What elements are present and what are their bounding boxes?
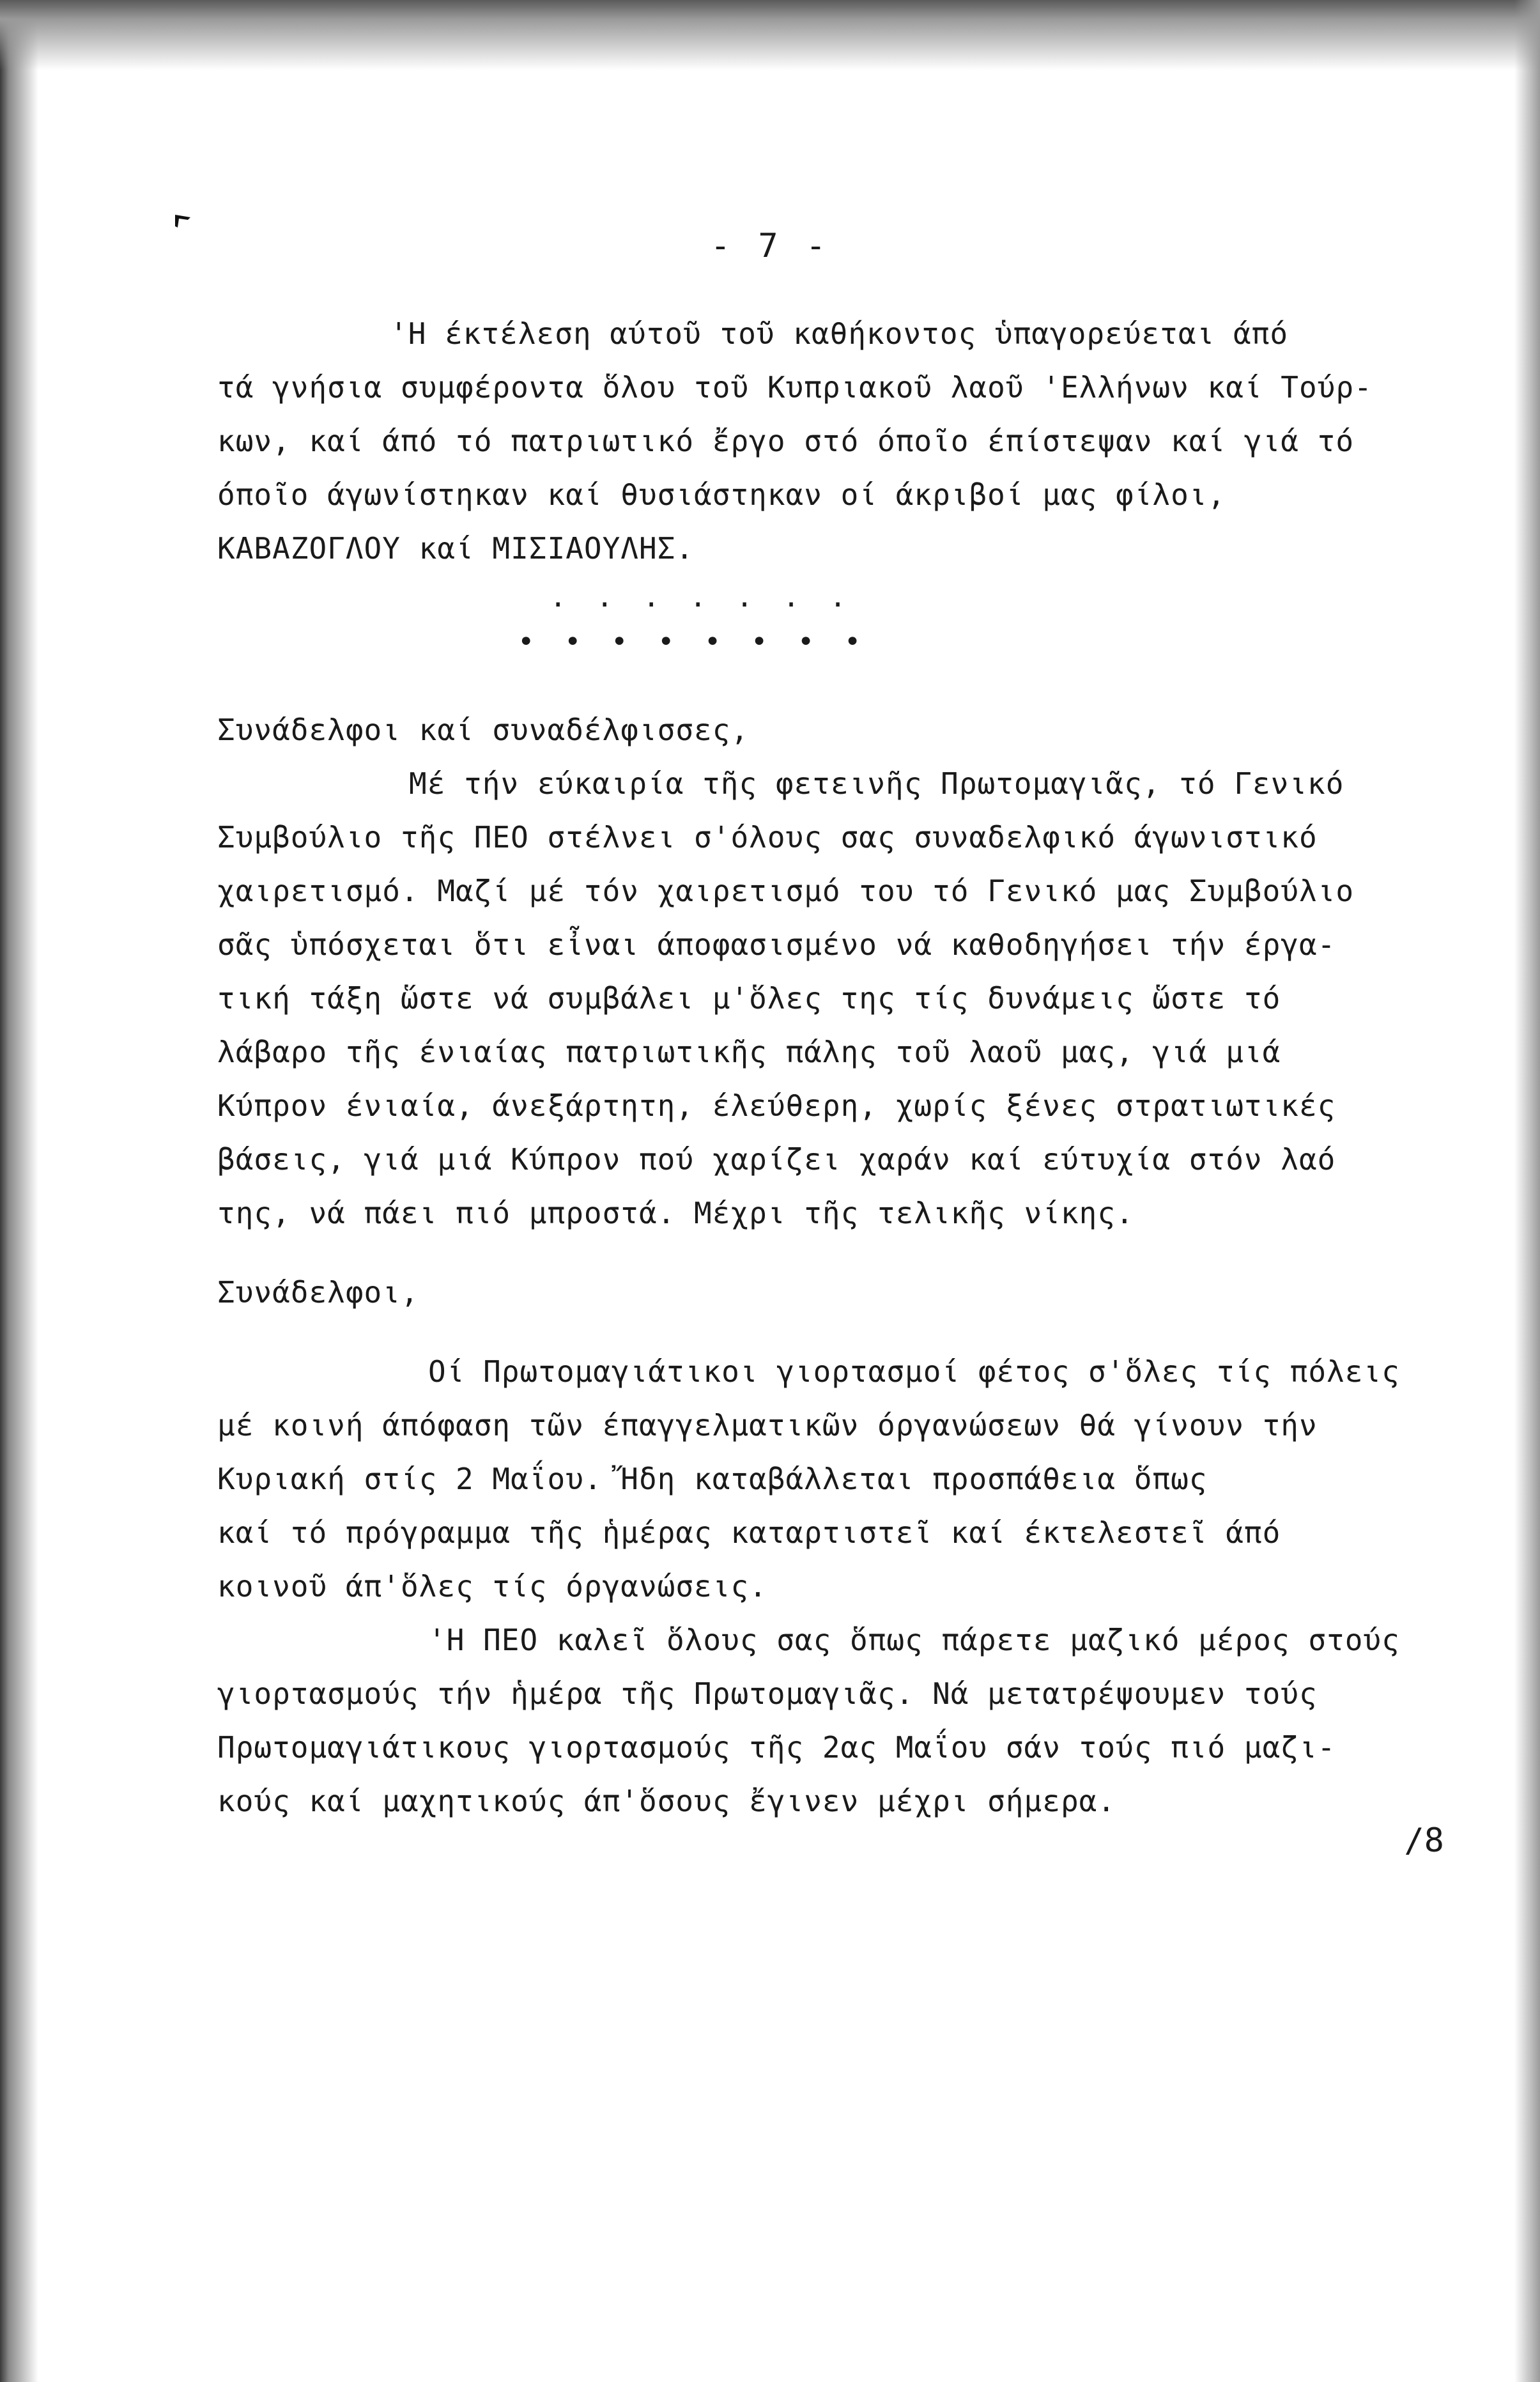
salutation: Συνάδελφοι καί συναδέλφισσες, [217, 713, 750, 747]
text-line: 'Η έκτέλεση αύτοῦ τοῦ καθήκοντος ὑπαγορεύεται άπό [390, 316, 1289, 351]
text-line: κων, καί άπό τό πατριωτικό ἔργο στό όποῖο έπίστεψαν καί γιά τό [217, 424, 1355, 458]
text-line: Οί Πρωτομαγιάτικοι γιορτασμοί φέτος σ'ὅλες τίς πόλεις [428, 1354, 1400, 1389]
text-line: Πρωτομαγιάτικους γιορτασμούς τῆς 2ας Μαΐου σάν τούς πιό μαζι- [217, 1730, 1336, 1765]
text-line: χαιρετισμό. Μαζί μέ τόν χαιρετισμό του τό Γενικό μας Συμβούλιο [217, 874, 1355, 908]
scan-edge-right [1514, 0, 1540, 2382]
paragraph-mayday-greeting [217, 757, 1470, 1240]
text-line: Κύπρον ένιαία, άνεξάρτητη, έλεύθερη, χωρίς ξένες στρατιωτικές [217, 1088, 1336, 1123]
text-line: κούς καί μαχητικούς άπ'ὅσους ἔγινεν μέχρι σήμερα. [217, 1784, 1116, 1818]
text-line: καί τό πρόγραμμα τῆς ἡμέρας καταρτιστεῖ καί έκτελεστεῖ άπό [217, 1515, 1281, 1550]
text-line: σᾶς ὑπόσχεται ὅτι εἶναι άποφασισμένο νά καθοδηγήσει τήν έργα- [217, 927, 1336, 962]
paragraph-celebrations [217, 1345, 1470, 1613]
text-line: βάσεις, γιά μιά Κύπρον πού χαρίζει χαράν καί εύτυχία στόν λαό [217, 1142, 1336, 1177]
text-line: κοινοῦ άπ'ὅλες τίς όργανώσεις. [217, 1569, 767, 1604]
text-line: λάβαρο τῆς ένιαίας πατριωτικῆς πάλης τοῦ λαοῦ μας, γιά μιά [217, 1035, 1281, 1069]
text-line: γιορτασμούς τήν ἡμέρα τῆς Πρωτομαγιᾶς. Νά μετατρέψουμεν τούς [217, 1676, 1318, 1711]
text-line: τά γνήσια συμφέροντα ὅλου τοῦ Κυπριακοῦ λαοῦ 'Ελλήνων καί Τούρ- [217, 370, 1373, 405]
scan-edge-top [0, 0, 1540, 70]
text-line: Κυριακή στίς 2 Μαΐου. Ἤδη καταβάλλεται προσπάθεια ὅπως [217, 1462, 1208, 1496]
text-line: της, νά πάει πιό μπροστά. Μέχρι τῆς τελικῆς νίκης. [217, 1196, 1134, 1230]
paragraph-call-to-participate [217, 1613, 1470, 1828]
text-line: Συμβούλιο τῆς ΠΕΟ στέλνει σ'όλους σας συναδελφικό άγωνιστικό [217, 820, 1318, 855]
text-line: Μέ τήν εύκαιρία τῆς φετεινῆς Πρωτομαγιᾶς, τό Γενικό [409, 766, 1344, 801]
continuation-marker: /8 [1404, 1821, 1444, 1860]
text-line: 'Η ΠΕΟ καλεῖ ὅλους σας ὅπως πάρετε μαζικό μέρος στούς [428, 1623, 1400, 1657]
page-number: - 7 - [710, 227, 830, 265]
salutation: Συνάδελφοι, [217, 1275, 419, 1310]
separator-dots: . . . . . . . [550, 581, 853, 614]
text-line: μέ κοινή άπόφαση τῶν έπαγγελματικῶν όργανώσεων θά γίνουν τήν [217, 1408, 1318, 1442]
document-body [217, 307, 1470, 1828]
text-line: ΚΑΒΑΖΟΓΛΟΥ καί ΜΙΣΙΑΟΥΛΗΣ. [217, 531, 695, 566]
text-line: τική τάξη ὥστε νά συμβάλει μ'ὅλες της τίς δυνάμεις ὥστε τό [217, 981, 1281, 1016]
text-line: όποῖο άγωνίστηκαν καί θυσιάστηκαν οί άκριβοί μας φίλοι, [217, 477, 1226, 512]
scan-edge-left [0, 0, 38, 2382]
paragraph-obligation [217, 307, 1470, 575]
separator-dots: • • • • • • • • [518, 626, 868, 658]
